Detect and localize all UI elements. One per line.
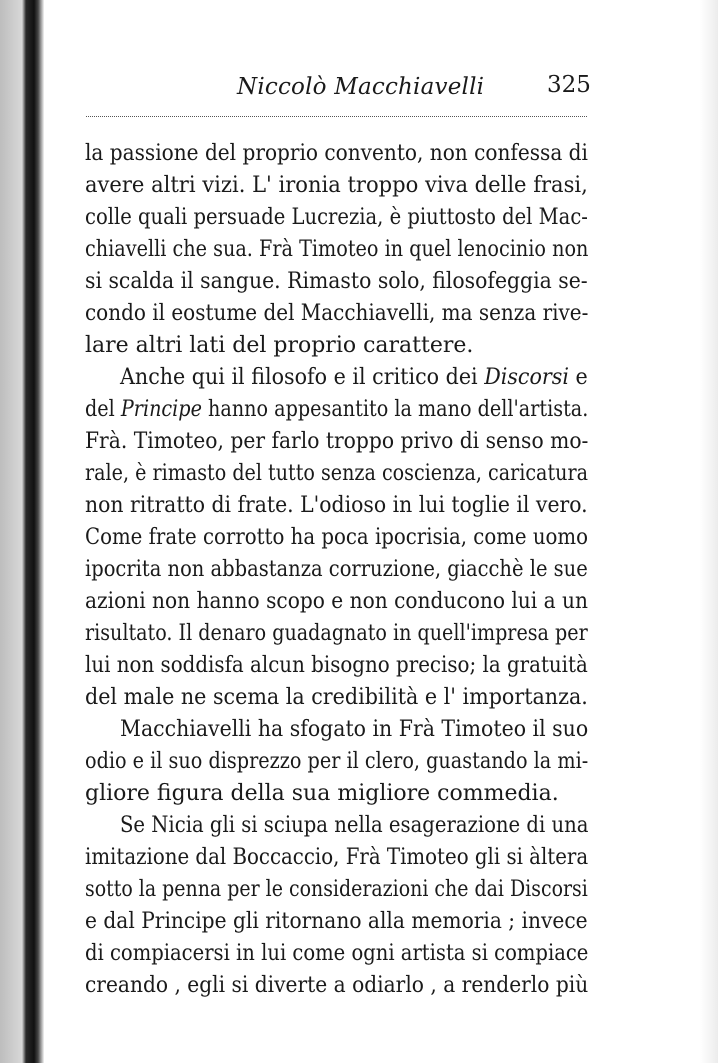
text-segment: e (575, 365, 588, 390)
text-line: del male ne scema la credibilità e l' importanza. (85, 685, 588, 710)
text-line: Frà. Timoteo, per farlo troppo privo di senso mo- (85, 429, 589, 454)
text-line (85, 399, 588, 421)
text-segment: hanno appesantito la mano dell'artista. (208, 397, 589, 422)
text-line: risultato. Il denaro guadagnato in quell'impresa per (85, 621, 588, 646)
text-line: odio e il suo disprezzo per il clero, guastando la mi- (85, 749, 589, 774)
text-segment: Anche qui il filosofo e il critico dei (120, 365, 478, 390)
text-line: creando , egli si diverte a odiarlo , a renderlo più (85, 973, 589, 998)
text-line: ipocrita non abbastanza corruzione, giacchè le sue (85, 557, 588, 582)
text-line: avere altri vizi. L' ironia troppo viva delle frasi, (85, 173, 588, 198)
text-line: azioni non hanno scopo e non conducono lui a un (85, 589, 589, 614)
text-line: imitazione dal Boccaccio, Frà Timoteo gli si àltera (85, 845, 589, 870)
text-line: si scalda il sangue. Rimasto solo, filosofeggia se- (85, 269, 588, 294)
text-line: rale, è rimasto del tutto senza coscienza, caricatura (85, 461, 588, 486)
text-line: Come frate corrotto ha poca ipocrisia, come uomo (85, 525, 589, 550)
page-number: 325 (547, 72, 591, 98)
text-line (120, 367, 588, 389)
text-line: colle quali persuade Lucrezia, è piuttosto del Mac- (85, 205, 588, 230)
text-line: lare altri lati del proprio carattere. (85, 333, 474, 358)
text-line: chiavelli che sua. Frà Timoteo in quel lenocinio non (85, 237, 589, 262)
text-line: lui non soddisfa alcun bisogno preciso; la gratuità (85, 653, 588, 678)
text-line: gliore figura della sua migliore commedia. (85, 781, 559, 806)
text-segment: del (85, 397, 115, 422)
book-spine-shadow (0, 0, 44, 1063)
page-edge-shadow (700, 0, 718, 1063)
text-line: non ritratto di frate. L'odioso in lui toglie il vero. (85, 493, 588, 518)
italic-title-discorsi: Discorsi (484, 365, 569, 390)
running-head-title: Niccolò Macchiavelli (237, 74, 485, 100)
text-line: di compiacersi in lui come ogni artista si compiace (85, 941, 589, 966)
text-line: sotto la penna per le considerazioni che dai Discorsi (85, 877, 588, 902)
text-line: Macchiavelli ha sfogato in Frà Timoteo il suo (120, 717, 589, 742)
italic-title-principe: Principe (120, 397, 202, 422)
text-line: Se Nicia gli si sciupa nella esagerazione di una (120, 813, 589, 838)
text-line: la passione del proprio convento, non confessa di (85, 141, 588, 166)
header-rule (86, 116, 587, 117)
text-line: condo il eostume del Macchiavelli, ma senza rive- (85, 301, 589, 326)
text-line: e dal Principe gli ritornano alla memoria ; invece (85, 909, 588, 934)
